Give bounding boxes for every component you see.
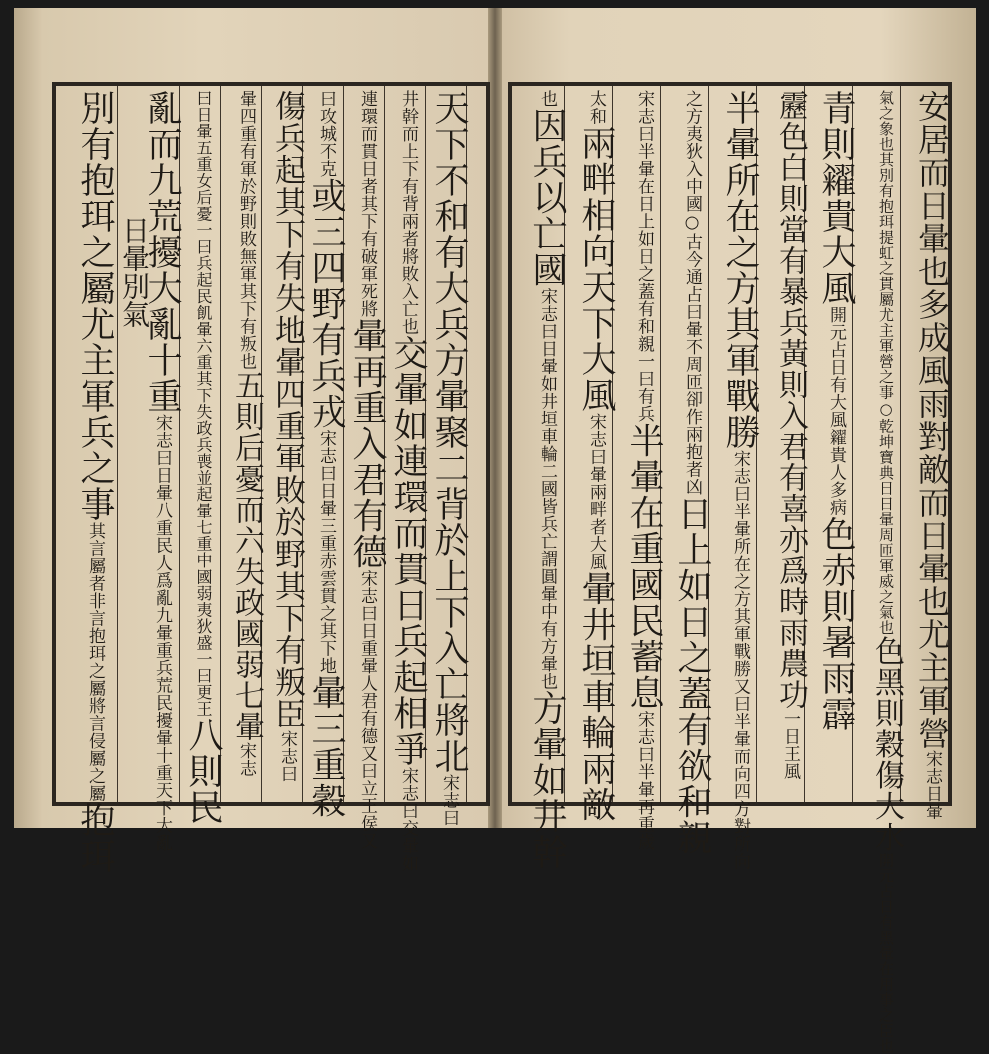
right-column-1: 安居而日暈也多成風雨對敵而日暈也尤主軍營宋志日暈 — [913, 90, 951, 820]
open-book — [14, 8, 976, 1054]
left-column-5: 傷兵起其下有失地暈四重軍敗於野其下有叛臣宋志曰 — [269, 90, 305, 783]
right-column-8: 太和兩畔相向天下大風宋志曰暈兩畔者大風暈井垣車輪兩敵 — [576, 90, 616, 823]
left-column-7: 曰日暈五重女后憂一曰兵起民飢暈六重其下失政兵喪並起暈七重中國弱夷狄盛一曰更王八則民 — [183, 90, 223, 825]
left-column-1: 天下不和有大兵方暈聚二背於上下入亡將北宋志曰 — [429, 90, 469, 827]
left-column-3: 連環而貫日者其下有破軍死將暈再重入君有德宋志曰日重暈人君有德又曰立王侯又 — [347, 90, 387, 850]
left-column-8: 亂而九荒擾大亂十重宋志曰日暈八重民人爲亂九暈重兵荒民擾暈十重天下大亂 — [142, 90, 182, 852]
right-text-frame — [508, 82, 952, 1054]
book-gutter — [488, 8, 502, 828]
right-column-5: 半暈所在之方其軍戰勝宋志曰半暈所在之方其軍戰勝又曰半暈而向四方對所向 — [720, 90, 760, 870]
left-column-2: 井幹而上下有背兩者將敗入亡也交暈如連環而貫日兵起相爭宋志曰交暈如 — [388, 90, 428, 872]
left-column-6: 暈四重有軍於野則敗無軍其下有叛也五則后憂而六失政國弱七暈宋志 — [229, 90, 264, 777]
right-column-3: 青則糴貴大風開元占日有大風糴貴人多病色赤則暑雨霹 — [816, 90, 856, 732]
right-column-6: 之方夷狄入中國○古今通占曰暈不周匝卻作兩抱者凶日上如日之蓋有欲和親 — [672, 90, 712, 856]
right-column-2: 氣之象也其別有抱珥提虹之貫屬尤主軍營之事○乾坤寶典日日暈周匝軍威之氣也色黑則穀傷大水開元占日有黑暈在用事之臣也 — [869, 90, 904, 1054]
right-column-4: 靂色白則當有暴兵黃則入君有喜亦爲時雨農功一日王風 — [773, 90, 808, 780]
left-column-4: 曰攻城不克或三四野有兵戎宋志曰日暈三重赤雲貫之其下地暈三重穀 — [306, 90, 346, 819]
section-heading: 日暈別氣 — [118, 216, 151, 328]
left-text-frame — [52, 82, 490, 874]
right-column-7: 宋志曰半暈在日上如日之蓋有和親一曰有兵半暈在重國民蓄息宋志曰半暈再重歲 — [624, 90, 664, 851]
right-header-strip — [508, 26, 944, 76]
left-column-10: 別有抱珥之屬尤主軍兵之事其言屬者非言抱珥之屬將言侵屬之屬抱珥 — [75, 90, 115, 874]
left-header-strip — [52, 26, 482, 76]
right-column-9: 也因兵以亡國宋志曰日暈如井垣車輪二國皆兵亡謂圓暈中有方暈也方暈如井幹 — [527, 90, 567, 870]
